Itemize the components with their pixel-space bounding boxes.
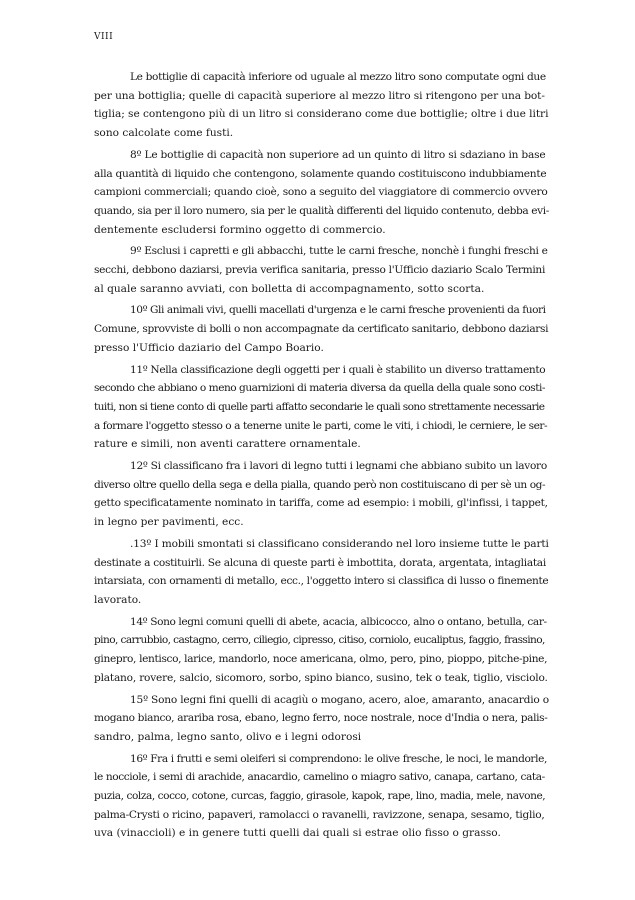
text-line: lavorato. — [94, 593, 142, 606]
paragraph-art-14 — [94, 613, 549, 688]
paragraph-bottiglie-mezzo-litro — [94, 68, 549, 143]
text-line: quando, sia per il loro numero, sia per le qualità differenti del liquido contenuto, debba evi- — [94, 204, 549, 217]
text-line: per una bottiglia; quelle di capacità superiore al mezzo litro si ritengono per una bot- — [94, 89, 545, 102]
text-line: Comune, sprovviste di bolli o non accompagnate da certificato sanitario, debbono daziarsi — [94, 323, 549, 336]
text-line: platano, rovere, salcio, sicomoro, sorbo, spino bianco, susino, tek o teak, tiglio, visciolo. — [94, 671, 548, 684]
text-line: intarsiata, con ornamenti di metallo, ecc., l'oggetto intero si classifica di lusso o finemente — [94, 575, 549, 588]
text-line: campioni commerciali; quando cioè, sono a seguito del viaggiatore di commercio ovvero — [94, 186, 548, 199]
paragraph-art-13 — [94, 535, 549, 610]
text-line: 12º Si classificano fra i lavori di legno tutti i legnami che abbiano subito un lavoro — [130, 460, 547, 473]
text-line: a formare l'oggetto stesso o a tenerne unite le parti, come le viti, i chiodi, le cerniere, le ser- — [94, 419, 548, 432]
text-line: le nocciole, i semi di arachide, anacardio, camelino o miagro sativo, canapa, cartano, cata- — [94, 771, 545, 784]
text-line: al quale saranno avviati, con bolletta di accompagnamento, sotto scorta. — [94, 282, 485, 295]
text-line: 8º Le bottiglie di capacità non superiore ad un quinto di litro si sdaziano in base — [130, 148, 546, 161]
paragraph-art-16 — [94, 750, 549, 844]
text-line: uva (vinaccioli) e in genere tutti quelli dai quali si estrae olio fisso o grasso. — [94, 827, 501, 840]
text-line: getto specificatamente nominato in tariffa, come ad esempio: i mobili, gl'infissi, i tappet, — [94, 497, 548, 510]
text-line: destinate a costituirli. Se alcuna di queste parti è imbottita, dorata, argentata, intagliatai — [94, 556, 546, 569]
paragraph-art-12 — [94, 457, 549, 532]
text-line: 15º Sono legni fini quelli di acagiù o mogano, acero, aloe, amaranto, anacardio o — [130, 693, 549, 706]
text-line: ginepro, lentisco, larice, mandorlo, noce americana, olmo, pero, pino, pioppo, pitche-pine, — [94, 653, 548, 666]
text-line: secondo che abbiano o meno guarnizioni di materia diversa da quella della quale sono costi- — [94, 382, 545, 395]
text-line: 10º Gli animali vivi, quelli macellati d'urgenza e le carni fresche provenienti da fuori — [130, 304, 546, 317]
paragraph-art-15 — [94, 691, 549, 747]
text-line: puzia, colza, cocco, cotone, curcas, faggio, girasole, kapok, rape, lino, madia, mele, navone, — [94, 790, 546, 803]
text-line: .13º I mobili smontati si classificano considerando nel loro insieme tutte le parti — [130, 537, 549, 550]
text-line: Le bottiglie di capacità inferiore od uguale al mezzo litro sono computate ogni due — [130, 71, 546, 83]
text-line: 16º Fra i frutti e semi oleiferi si comprendono: le olive fresche, le noci, le mandorle, — [130, 752, 547, 765]
text-line: sandro, palma, legno santo, olivo e i legni odorosi — [94, 730, 362, 743]
text-line: rature e simili, non aventi carattere ornamentale. — [94, 438, 361, 451]
paragraph-art-8 — [94, 146, 549, 240]
text-line: in legno per pavimenti, ecc. — [94, 516, 244, 529]
text-line: presso l'Ufficio daziario del Campo Boario. — [94, 341, 324, 354]
text-line: secchi, debbono daziarsi, previa verifica sanitaria, presso l'Ufficio daziario Scalo Termini — [94, 264, 546, 277]
paragraph-art-11 — [94, 361, 549, 455]
text-line: mogano bianco, arariba rosa, ebano, legno ferro, noce nostrale, noce d'India o nera, palis- — [94, 712, 548, 725]
text-line: 14º Sono legni comuni quelli di abete, acacia, albicocco, alno o ontano, betulla, car- — [130, 615, 547, 628]
text-line: tuiti, non si tiene conto di quelle parti affatto secondarie le quali sono strettamente necessarie — [94, 400, 545, 413]
text-line: 9º Esclusi i capretti e gli abbacchi, tutte le carni fresche, nonchè i funghi freschi e — [130, 245, 548, 258]
text-line: dentemente escludersi formino oggetto di commercio. — [94, 223, 386, 236]
text-line: alla quantità di liquido che contengono, solamente quando costituiscono indubbiamente — [94, 167, 547, 180]
text-line: tiglia; se contengono più di un litro si considerano come due bottiglie; oltre i due litri — [94, 108, 549, 121]
text-line: palma-Crysti o ricino, papaveri, ramolacci o ravanelli, ravizzone, senapa, sesamo, tiglio, — [94, 808, 545, 821]
page-number: VIII — [94, 32, 114, 42]
document-body — [94, 68, 549, 846]
paragraph-art-10 — [94, 301, 549, 357]
text-line: diverso oltre quello della sega e della pialla, quando però non costituiscano di per sè un og- — [94, 478, 546, 491]
paragraph-art-9 — [94, 242, 549, 298]
text-line: pino, carrubbio, castagno, cerro, ciliegio, cipresso, citiso, corniolo, eucaliptus, faggio, frassino, — [94, 634, 545, 647]
text-line: sono calcolate come fusti. — [94, 127, 234, 140]
text-line: 11º Nella classificazione degli oggetti per i quali è stabilito un diverso trattamento — [130, 363, 546, 376]
